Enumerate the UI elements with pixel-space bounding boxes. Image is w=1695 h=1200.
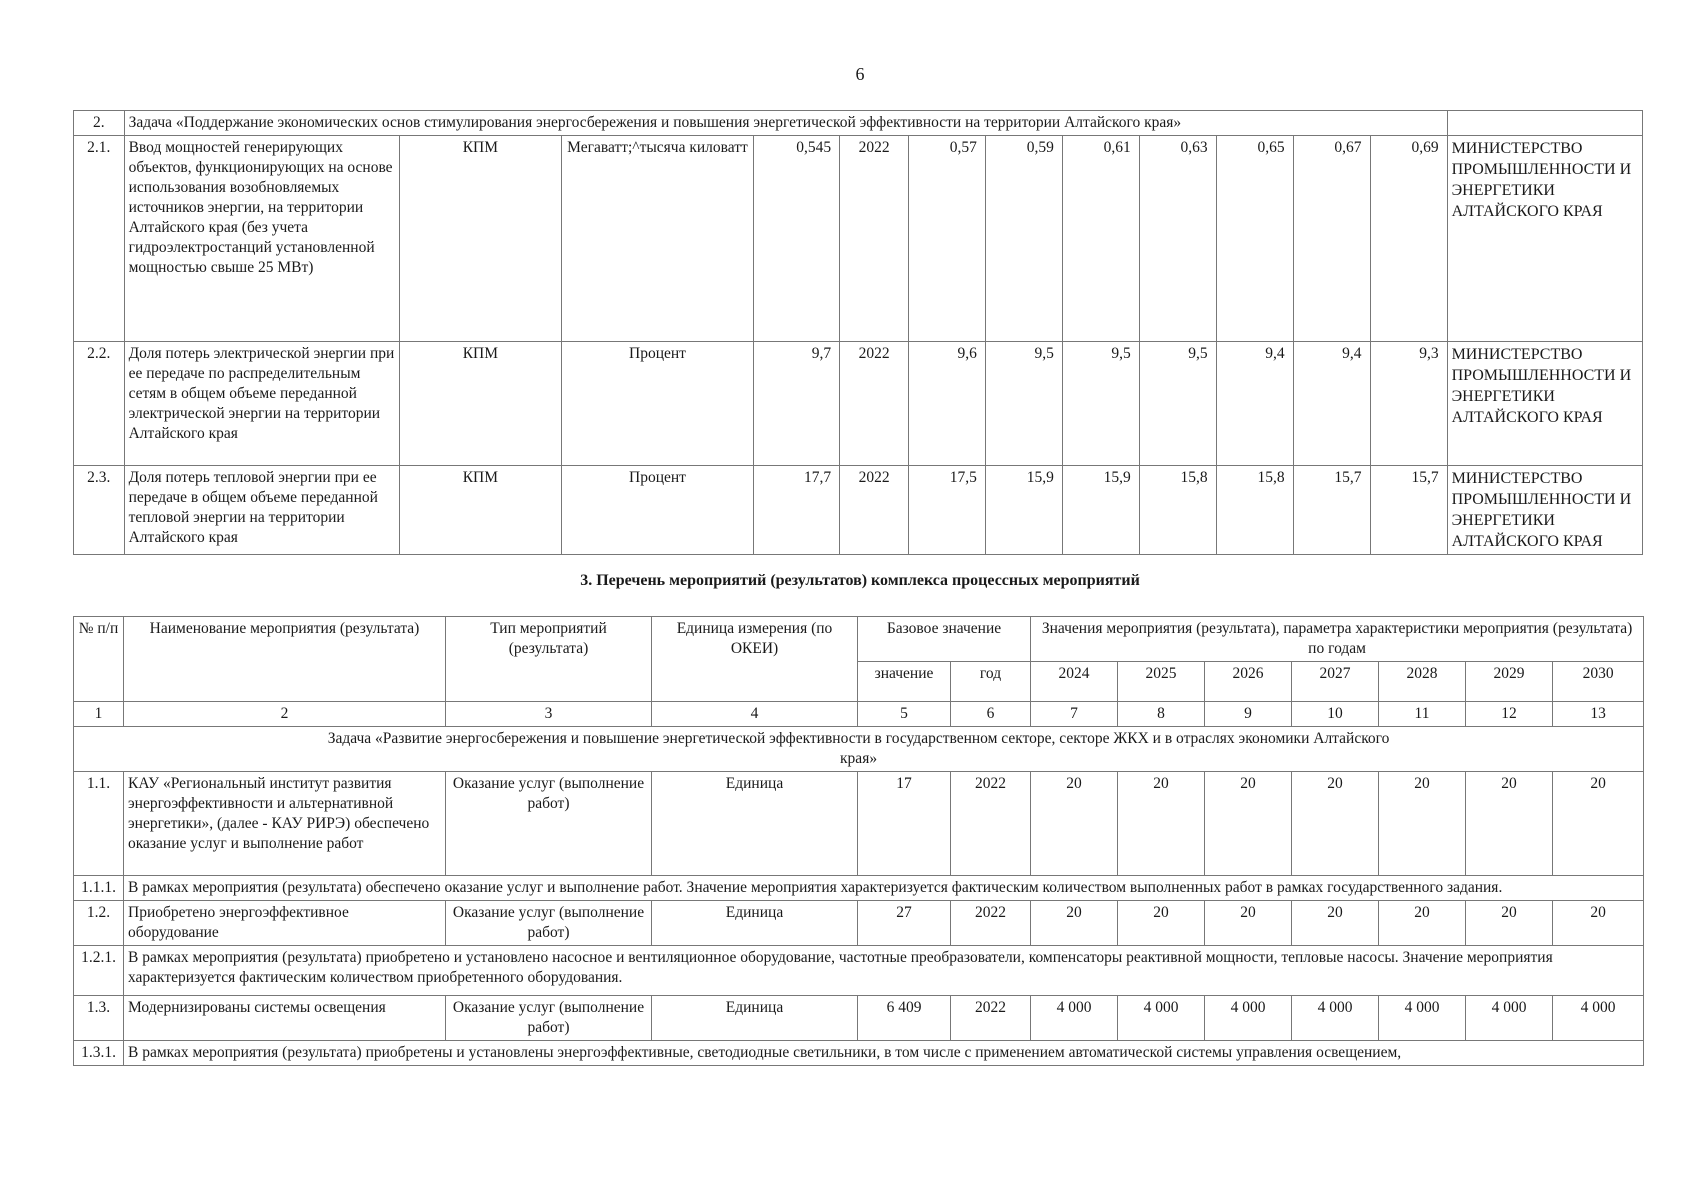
column-number: 6 [951, 702, 1031, 727]
value-2027: 15,8 [1139, 466, 1216, 555]
value-2030: 15,7 [1370, 466, 1447, 555]
indicator-name: Доля потерь электрической энергии при ее передаче по распределительным сетям в общем объеме переданной электрической энергии на территории Алтайского края [124, 342, 399, 466]
value-2027: 4 000 [1292, 996, 1379, 1041]
note-row [74, 876, 1644, 901]
indicator-name: Ввод мощностей генерирующих объектов, функционирующих на основе использования возобновляемых источников энергии, на территории Алтайского края (без учета гидроэлектростанций установленной мощностью свыше 25 МВт) [124, 136, 399, 342]
task-row [74, 727, 1644, 772]
value-2030: 20 [1553, 772, 1644, 876]
indicator-type: КПМ [399, 466, 561, 555]
value-2028: 0,65 [1216, 136, 1293, 342]
value-2029: 4 000 [1466, 996, 1553, 1041]
value-2028: 20 [1379, 772, 1466, 876]
value-2027: 9,5 [1139, 342, 1216, 466]
value-2028: 15,8 [1216, 466, 1293, 555]
base-value: 0,545 [754, 136, 840, 342]
task-text: Задача «Поддержание экономических основ стимулирования энергосбережения и повышения энергетической эффективности на территории Алтайского края» [124, 111, 1447, 136]
table-row [74, 772, 1644, 876]
header-row [74, 617, 1644, 662]
base-value: 17,7 [754, 466, 840, 555]
task-text: Задача «Развитие энергосбережения и повышение энергетической эффективности в государственном секторе, секторе ЖКХ и в отраслях экономики Алтайского края» [74, 727, 1644, 772]
indicators-table-section [73, 110, 1643, 555]
measure-type: Оказание услуг (выполнение работ) [446, 996, 652, 1041]
value-2025: 0,59 [985, 136, 1062, 342]
header-year: 2027 [1292, 662, 1379, 702]
value-2026: 9,5 [1062, 342, 1139, 466]
header-year: 2024 [1031, 662, 1118, 702]
value-2026: 20 [1205, 772, 1292, 876]
responsible-body: МИНИСТЕРСТВО ПРОМЫШЛЕННОСТИ И ЭНЕРГЕТИКИ АЛТАЙСКОГО КРАЯ [1447, 466, 1642, 555]
column-number: 2 [124, 702, 446, 727]
page-number: 6 [855, 64, 865, 84]
indicator-type: КПМ [399, 342, 561, 466]
column-number: 10 [1292, 702, 1379, 727]
indicators-table [73, 110, 1643, 555]
base-year: 2022 [951, 772, 1031, 876]
column-numbers-row [74, 702, 1644, 727]
column-number: 13 [1553, 702, 1644, 727]
table-row [74, 996, 1644, 1041]
column-number: 1 [74, 702, 124, 727]
measure-name: КАУ «Региональный институт развития энергоэффективности и альтернативной энергетики», (далее - КАУ РИРЭ) обеспечено оказание услуг и выполнение работ [124, 772, 446, 876]
header-values: Значения мероприятия (результата), параметра характеристики мероприятия (результата) по годам [1031, 617, 1644, 662]
measure-type: Оказание услуг (выполнение работ) [446, 772, 652, 876]
value-2030: 9,3 [1370, 342, 1447, 466]
value-2030: 0,69 [1370, 136, 1447, 342]
measure-unit: Единица [652, 772, 858, 876]
row-num: 1.1.1. [74, 876, 124, 901]
indicator-unit: Процент [561, 342, 753, 466]
column-number: 3 [446, 702, 652, 727]
value-2025: 4 000 [1118, 996, 1205, 1041]
value-2026: 15,9 [1062, 466, 1139, 555]
column-number: 4 [652, 702, 858, 727]
base-year: 2022 [951, 901, 1031, 946]
responsible-body: МИНИСТЕРСТВО ПРОМЫШЛЕННОСТИ И ЭНЕРГЕТИКИ АЛТАЙСКОГО КРАЯ [1447, 342, 1642, 466]
header-year: 2030 [1553, 662, 1644, 702]
value-2025: 20 [1118, 772, 1205, 876]
measure-name: Модернизированы системы освещения [124, 996, 446, 1041]
value-2028: 4 000 [1379, 996, 1466, 1041]
base-year: 2022 [840, 466, 909, 555]
indicator-type: КПМ [399, 136, 561, 342]
header-base-year: год [951, 662, 1031, 702]
responsible-body: МИНИСТЕРСТВО ПРОМЫШЛЕННОСТИ И ЭНЕРГЕТИКИ АЛТАЙСКОГО КРАЯ [1447, 136, 1642, 342]
row-num: 2.3. [74, 466, 125, 555]
value-2027: 20 [1292, 772, 1379, 876]
value-2024: 17,5 [908, 466, 985, 555]
row-num: 1.2.1. [74, 946, 124, 996]
value-2027: 0,63 [1139, 136, 1216, 342]
column-number: 7 [1031, 702, 1118, 727]
note-row [74, 946, 1644, 996]
value-2024: 9,6 [908, 342, 985, 466]
value-2025: 20 [1118, 901, 1205, 946]
task-row [74, 111, 1643, 136]
row-num: 1.1. [74, 772, 124, 876]
base-year: 2022 [951, 996, 1031, 1041]
measure-type: Оказание услуг (выполнение работ) [446, 901, 652, 946]
column-number: 12 [1466, 702, 1553, 727]
value-2028: 9,4 [1216, 342, 1293, 466]
base-value: 17 [858, 772, 951, 876]
base-year: 2022 [840, 136, 909, 342]
header-year: 2025 [1118, 662, 1205, 702]
indicator-name: Доля потерь тепловой энергии при ее передаче в общем объеме переданной тепловой энергии на территории Алтайского края [124, 466, 399, 555]
table-row [74, 901, 1644, 946]
row-num: 1.3. [74, 996, 124, 1041]
note-row [74, 1041, 1644, 1066]
value-2030: 20 [1553, 901, 1644, 946]
header-year: 2029 [1466, 662, 1553, 702]
value-2028: 20 [1379, 901, 1466, 946]
value-2026: 0,61 [1062, 136, 1139, 342]
value-2024: 4 000 [1031, 996, 1118, 1041]
value-2029: 20 [1466, 901, 1553, 946]
value-2024: 0,57 [908, 136, 985, 342]
value-2025: 9,5 [985, 342, 1062, 466]
header-type: Тип мероприятий (результата) [446, 617, 652, 702]
value-2029: 15,7 [1293, 466, 1370, 555]
table-row [74, 136, 1643, 342]
value-2029: 9,4 [1293, 342, 1370, 466]
value-2027: 20 [1292, 901, 1379, 946]
row-num: 1.2. [74, 901, 124, 946]
base-value: 9,7 [754, 342, 840, 466]
column-number: 9 [1205, 702, 1292, 727]
measure-unit: Единица [652, 996, 858, 1041]
row-num: 1.3.1. [74, 1041, 124, 1066]
header-name: Наименование мероприятия (результата) [124, 617, 446, 702]
indicator-unit: Мегаватт;^тысяча киловатт [561, 136, 753, 342]
measure-note: В рамках мероприятия (результата) приобретены и установлены энергоэффективные, светодиодные светильники, в том числе с применением автоматической системы управления освещением, [124, 1041, 1644, 1066]
value-2024: 20 [1031, 772, 1118, 876]
row-num: 2.1. [74, 136, 125, 342]
table-row [74, 466, 1643, 555]
value-2024: 20 [1031, 901, 1118, 946]
header-unit: Единица измерения (по ОКЕИ) [652, 617, 858, 702]
base-year: 2022 [840, 342, 909, 466]
task-num: 2. [74, 111, 125, 136]
value-2029: 0,67 [1293, 136, 1370, 342]
column-number: 5 [858, 702, 951, 727]
column-number: 11 [1379, 702, 1466, 727]
value-2026: 20 [1205, 901, 1292, 946]
measures-table [73, 616, 1644, 1066]
indicator-unit: Процент [561, 466, 753, 555]
header-base: Базовое значение [858, 617, 1031, 662]
value-2030: 4 000 [1553, 996, 1644, 1041]
row-num: 2.2. [74, 342, 125, 466]
base-value: 6 409 [858, 996, 951, 1041]
measure-unit: Единица [652, 901, 858, 946]
section-title: 3. Перечень мероприятий (результатов) комплекса процессных мероприятий [580, 572, 1140, 589]
header-base-value: значение [858, 662, 951, 702]
header-year: 2026 [1205, 662, 1292, 702]
header-year: 2028 [1379, 662, 1466, 702]
header-num: № п/п [74, 617, 124, 702]
column-number: 8 [1118, 702, 1205, 727]
measure-note: В рамках мероприятия (результата) приобретено и установлено насосное и вентиляционное оборудование, частотные преобразователи, компенсаторы реактивной мощности, тепловые насосы. Значение мероприятия характеризуется фактическим количеством приобретенного оборудования. [124, 946, 1644, 996]
value-2025: 15,9 [985, 466, 1062, 555]
value-2026: 4 000 [1205, 996, 1292, 1041]
measures-table-section [73, 616, 1643, 1066]
value-2029: 20 [1466, 772, 1553, 876]
table-row [74, 342, 1643, 466]
task-empty-cell [1447, 111, 1642, 136]
base-value: 27 [858, 901, 951, 946]
measure-note: В рамках мероприятия (результата) обеспечено оказание услуг и выполнение работ. Значение мероприятия характеризуется фактическим количеством выполненных работ в рамках государственного задания. [124, 876, 1644, 901]
measure-name: Приобретено энергоэффективное оборудование [124, 901, 446, 946]
